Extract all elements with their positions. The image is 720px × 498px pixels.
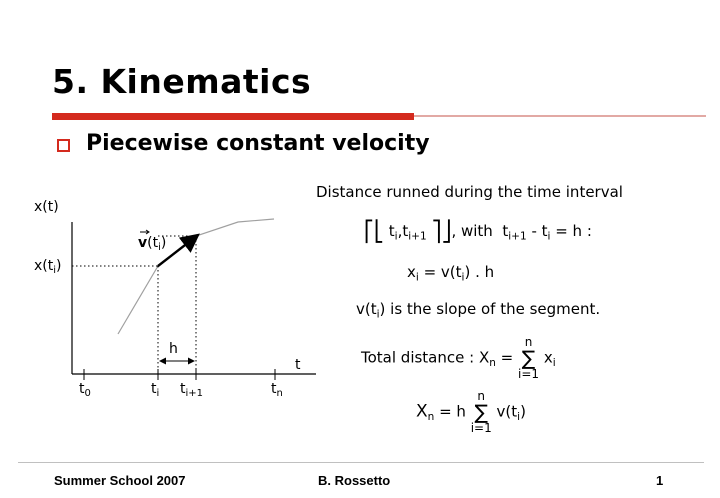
tick-label-ti1: $t_{i+1}$ <box>180 381 204 399</box>
tick-label-tn: $t_n$ <box>271 381 283 399</box>
x-axis-label: t <box>295 357 301 373</box>
interval-bracket-open: ⎡⎣ <box>364 219 384 243</box>
footer-event: Summer School 2007 <box>54 473 186 488</box>
footer-rule <box>18 462 704 463</box>
page-number: 1 <box>656 473 664 488</box>
summation-symbol-2: n ∑ i=1 <box>470 389 492 435</box>
tick-label-ti: $t_i$ <box>151 381 160 399</box>
slide-title: 5. Kinematics <box>52 62 312 101</box>
interval-line: ⎡⎣ $t_i,t_{i+1}$ ⎤⎦, with $t_{i+1} - t_i = h$ : <box>364 219 592 243</box>
y-axis-label: x(t) <box>34 199 59 215</box>
tick-label-t0: $t_0$ <box>79 381 91 399</box>
total-distance-velocity-formula: $X_n = h$ n ∑ i=1 $v(t_i)$ <box>416 389 526 435</box>
h-label: h <box>169 341 178 357</box>
bullet-heading: Piecewise constant velocity <box>86 131 430 156</box>
interval-bracket-close: ⎤⎦ <box>431 219 452 243</box>
total-distance-formula: Total distance : $X_n$ = n ∑ i=1 $x_i$ <box>361 335 556 381</box>
distance-intro-text: Distance runned during the time interval <box>316 183 623 201</box>
footer-author: B. Rossetto <box>318 473 391 488</box>
slope-statement: $v(t_i)$ is the slope of the segment. <box>356 300 601 321</box>
velocity-label: $v(t_i)$ <box>138 235 167 253</box>
summation-symbol: n ∑ i=1 <box>518 335 540 381</box>
x-ti-label: $x(t_i)$ <box>34 258 62 276</box>
displacement-formula: $x_i = v(t_i)$ . h <box>407 263 495 284</box>
